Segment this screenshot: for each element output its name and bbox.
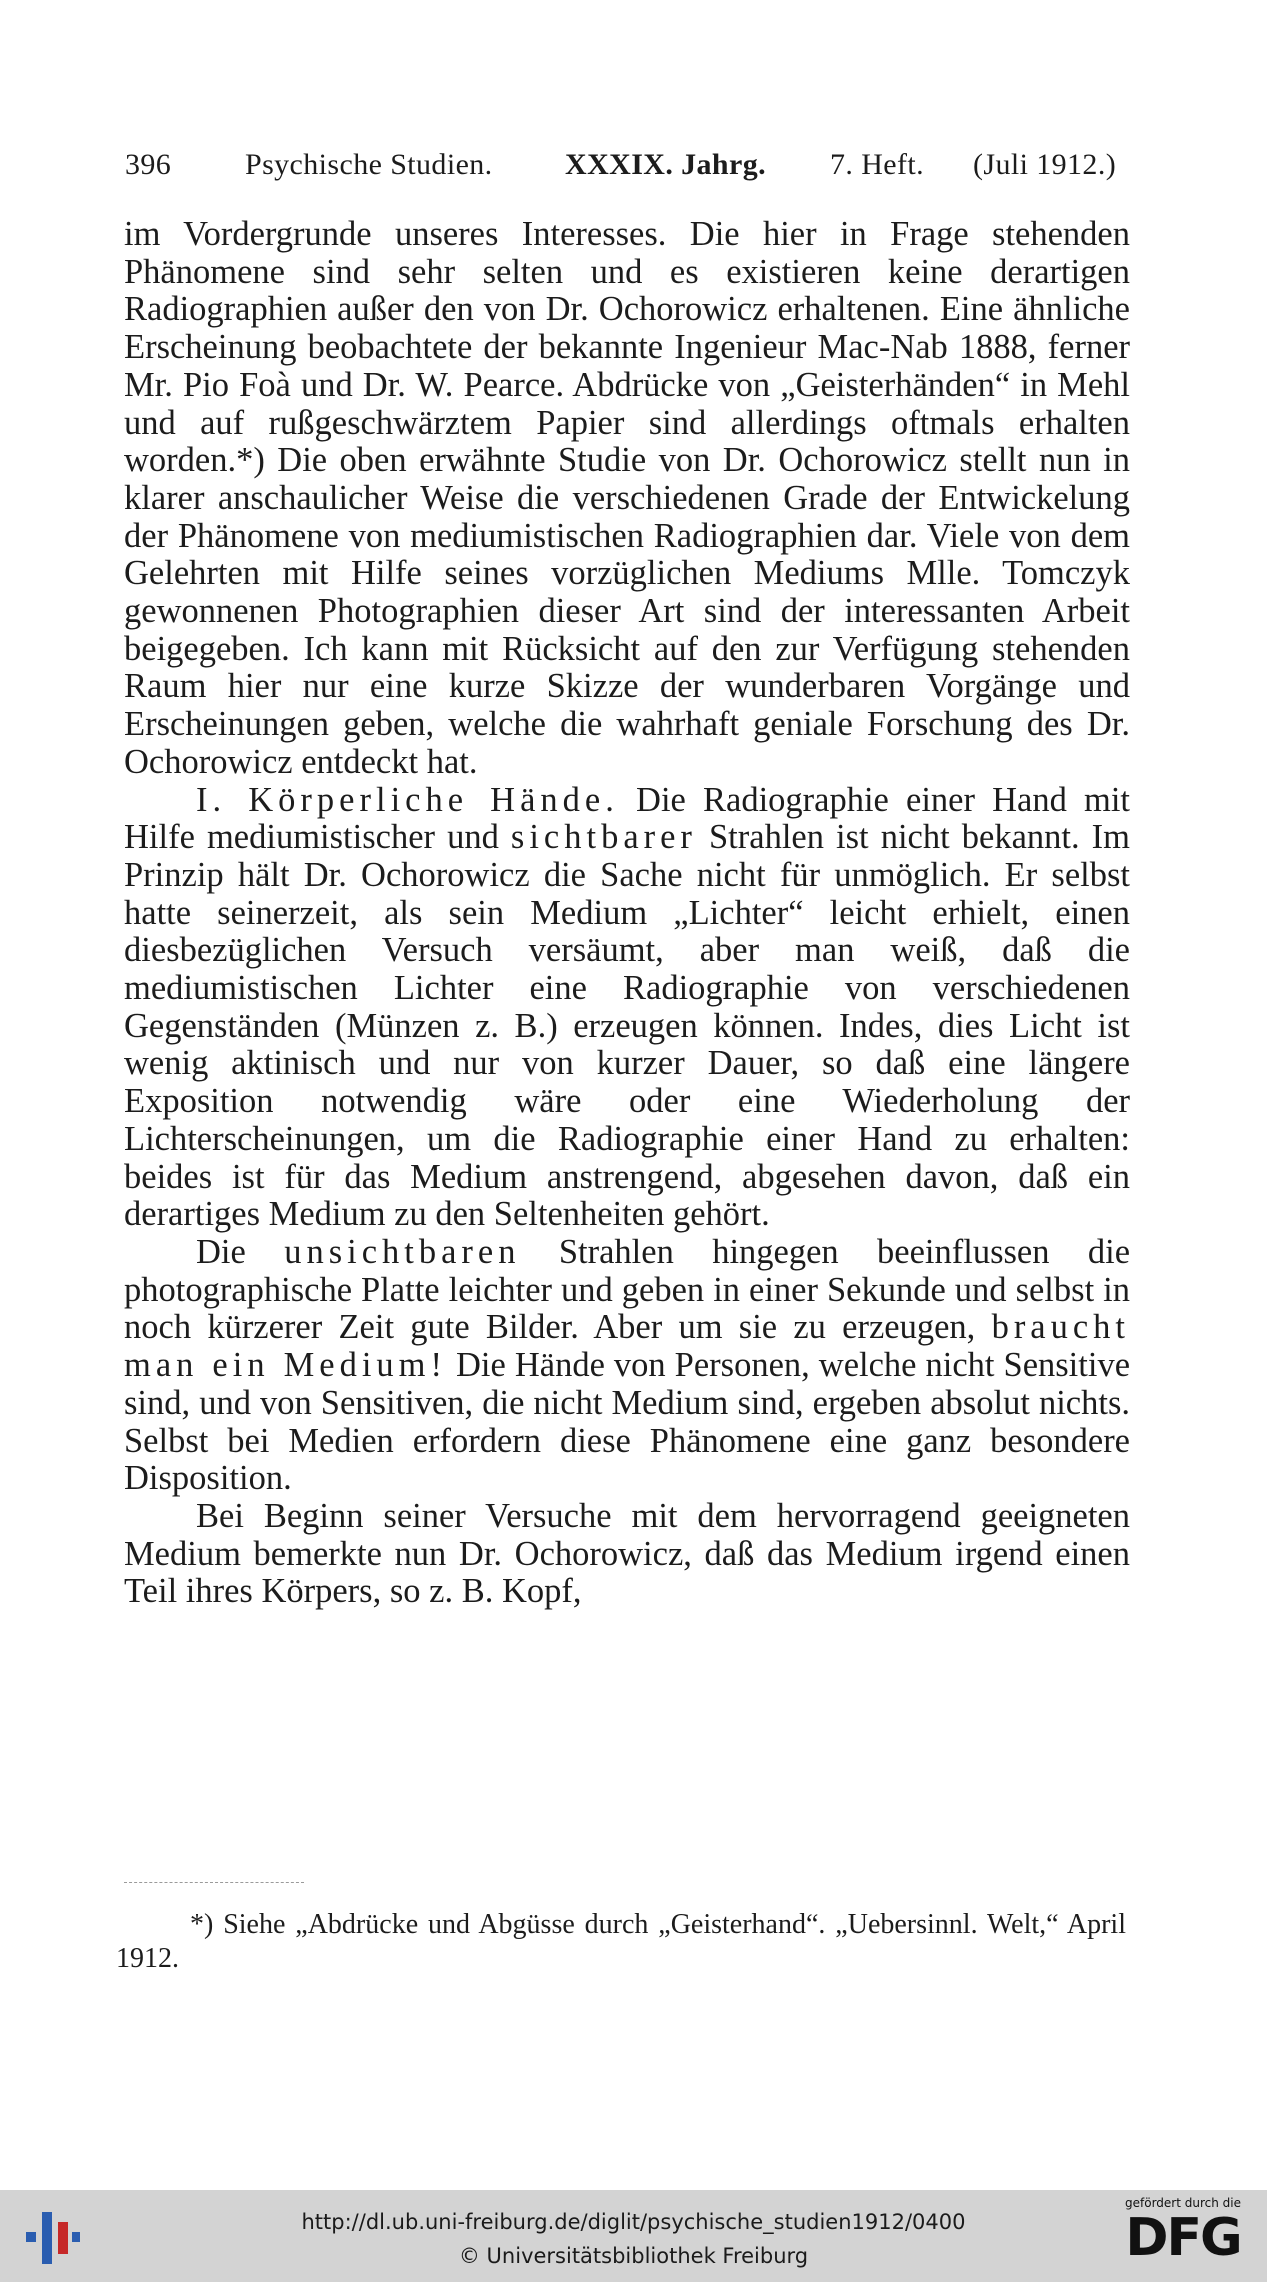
journal-title: Psychische Studien. <box>245 148 493 181</box>
issue-date: (Juli 1912.) <box>973 148 1117 181</box>
paragraph-text: Die Hände von Personen, welche nicht Sensitive sind, und von Sensitiven, die nicht Medium sind, ergeben absolut nichts. Selbst bei Medien erfordern diese Phänomene eine ganz besondere Disposition. <box>124 1346 1131 1498</box>
footnote-divider <box>124 1882 304 1883</box>
viewer-footer <box>0 2190 1267 2282</box>
paragraph-text: Die Radiographie einer Hand mit Hilfe mediumistischer und <box>124 780 1131 857</box>
footnote-text: *) Siehe „Abdrücke und Abgüsse durch „Geisterhand“. „Uebersinnl. Welt,“ April 1912. <box>116 1909 1126 1974</box>
article-body <box>124 216 1130 1611</box>
paragraph <box>124 782 1130 1234</box>
emphasis-text: unsichtbaren <box>284 1232 521 1271</box>
paragraph-text: im Vordergrunde unseres Interesses. Die hier in Frage stehenden Phänomene sind sehr selten und es existieren keine derartigen Radiographien außer den von Dr. Ochorowicz erhaltenen. Eine ähnliche Erscheinung beobachtete der bekannte Ingenieur Mac-Nab 1888, ferner Mr. Pio Foà und Dr. W. Pearce. Abdrücke von „Geisterhänden“ in Mehl und auf rußgeschwärztem Papier sind allerdings oftmals erhalten worden.*) Die oben erwähnte Studie von Dr. Ochorowicz stellt nun in klarer anschaulicher Weise die verschiedenen Grade der Entwickelung der Phänomene von mediumistischen Radiographien dar. Viele von dem Gelehrten mit Hilfe seines vorzüglichen Mediums Mlle. Tomczyk gewonnenen Photographien dieser Art sind der interessanten Arbeit beigegeben. Ich kann mit Rücksicht auf den zur Verfügung stehenden Raum hier nur eine kurze Skizze der wunderbaren Vorgänge und Erscheinungen geben, welche die wahrhaft geniale Forschung des Dr. Ochorowicz entdeckt hat. <box>124 215 1130 781</box>
dfg-caption: gefördert durch die <box>1125 2196 1241 2210</box>
emphasis-text: braucht man ein Medium! <box>124 1308 1131 1385</box>
paragraph-text: Bei Beginn seiner Versuche mit dem hervorragend geeigneten Medium bemerkte nun Dr. Ochorowicz, daß das Medium irgend einen Teil ihres Körpers, so z. B. Kopf, <box>124 1496 1130 1611</box>
section-heading: I. Körperliche Hände. <box>196 780 619 819</box>
footnote <box>116 1908 1126 1976</box>
page-number: 396 <box>125 148 172 181</box>
paragraph <box>124 216 1130 782</box>
paragraph-text: Strahlen ist nicht bekannt. Im Prinzip hält Dr. Ochorowicz die Sache nicht für unmöglich. Er selbst hatte seinerzeit, als sein Medium „Lichter“ leicht erhielt, einen diesbezüglichen Versuch versäumt, aber man weiß, daß die mediumistischen Lichter eine Radiographie von verschiedenen Gegenständen (Münzen z. B.) erzeugen können. Indes, dies Licht ist wenig aktinisch und nur von kurzer Dauer, so daß eine längere Exposition notwendig wäre oder eine Wiederholung der Lichterscheinungen, um die Radiographie einer Hand zu erhalten: beides ist für das Medium anstrengend, abgesehen davon, daß ein derartiges Medium zu den Seltenheiten gehört. <box>124 818 1131 1234</box>
volume-label: XXXIX. Jahrg. <box>565 148 767 181</box>
dfg-wordmark: DFG <box>1125 2208 1241 2268</box>
running-header <box>125 148 1135 192</box>
issue-label: 7. Heft. <box>830 148 925 181</box>
copyright-notice: © Universitätsbibliothek Freiburg <box>458 2244 809 2268</box>
paragraph <box>124 1234 1130 1498</box>
paragraph-text: Strahlen hingegen beeinflussen die photographische Platte leichter und geben in einer Sekunde und selbst in noch kürzerer Zeit gute Bilder. Aber um sie zu erzeugen, <box>124 1232 1131 1347</box>
paragraph-text: Die <box>196 1232 246 1271</box>
dfg-logo <box>1113 2196 1253 2278</box>
paragraph <box>124 1498 1130 1611</box>
permalink-url[interactable]: http://dl.ub.uni-freiburg.de/diglit/psychische_studien1912/0400 <box>301 2210 966 2234</box>
emphasis-text: sichtbarer <box>510 818 697 857</box>
